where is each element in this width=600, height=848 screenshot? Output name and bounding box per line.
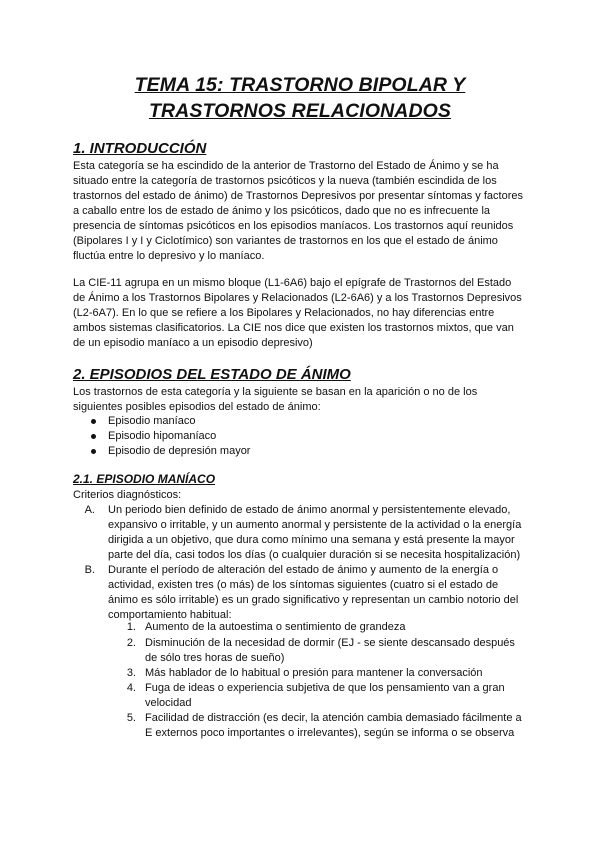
subitem-5-marker: 5.: [126, 712, 136, 724]
symptom-5-text: [145, 711, 522, 741]
paragraph-line: de sólo tres horas de sueño): [145, 652, 285, 664]
list-item: [73, 414, 528, 429]
subitem-2-marker: 2.: [126, 637, 136, 649]
section-2-heading: 2. EPISODIOS DEL ESTADO DE ÁNIMO: [73, 366, 351, 383]
section-1-heading: 1. INTRODUCCIÓN: [73, 140, 207, 157]
section-2-1-heading: 2.1. EPISODIO MANÍACO: [73, 472, 216, 486]
paragraph-line: de Ánimo a los Trastornos Bipolares y Relacionados (L2-6A6) y a los Trastornos Depresivos: [73, 292, 522, 304]
criteria-label: [73, 488, 528, 503]
title-line-1: TEMA 15: TRASTORNO BIPOLAR Y: [134, 74, 466, 96]
item-a-marker: A.: [84, 504, 95, 516]
paragraph-line: Disminución de la necesidad de dormir (EJ - se siente descansado después: [145, 637, 515, 649]
symptom-1-text: [145, 620, 406, 635]
paragraph-line: Durante el período de alteración del estado de ánimo y aumento de la energía o: [108, 564, 499, 576]
bullet-icon: [91, 449, 96, 454]
paragraph-line: Los trastornos de esta categoría y la siguiente se basan en la aparición o no de los: [73, 386, 478, 398]
section-2-intro: [73, 385, 528, 415]
paragraph-line: Esta categoría se ha escindido de la anterior de Trastorno del Estado de Ánimo y se ha: [73, 160, 499, 172]
title-line-2: TRASTORNOS RELACIONADOS: [148, 100, 452, 122]
symptom-3-text: [145, 666, 483, 681]
subitem-1-marker: 1.: [126, 621, 136, 633]
list-item-label: Episodio de depresión mayor: [108, 445, 251, 457]
bullet-icon: [91, 419, 96, 424]
paragraph-line: Facilidad de distracción (es decir, la atención cambia demasiado fácilmente a: [145, 712, 522, 724]
paragraph-line: a caballo entre los de estado de ánimo y los psicóticos, dado que no es infrecuente la: [73, 205, 491, 217]
paragraph-line: La CIE-11 agrupa en un mismo bloque (L1-6A6) bajo el epígrafe de Trastornos del Estado: [73, 277, 512, 289]
paragraph-line: comportamiento habitual:: [108, 609, 232, 621]
paragraph-line: de un episodio maníaco a un episodio depresivo): [73, 337, 313, 349]
section-1-paragraph-2: [73, 276, 528, 351]
subitem-3-marker: 3.: [126, 667, 136, 679]
criterion-b-text: [108, 563, 518, 623]
paragraph-line: trastornos del estado de ánimo) de Trastornos Depresivos por presentar síntomas y factores: [73, 190, 523, 202]
symptom-2-text: [145, 636, 515, 666]
document-title: [0, 72, 600, 124]
paragraph-line: parte del día, casi todos los días (o cualquier duración si se necesita hospitalización): [108, 549, 521, 561]
item-b-marker: B.: [84, 564, 95, 576]
section-1-paragraph-1: [73, 159, 528, 264]
paragraph-line: ánimo es sólo irritable) es un grado significativo y representan un cambio notorio del: [108, 594, 519, 606]
paragraph-line: Criterios diagnósticos:: [73, 489, 182, 501]
paragraph-line: presencia de síntomas psicóticos en los episodios maníacos. Los trastornos aquí reunidos: [73, 220, 514, 232]
paragraph-line: situado entre la categoría de trastornos psicóticos y la nueva (también escindida de los: [73, 175, 497, 187]
episode-bullet-list: [73, 414, 528, 459]
paragraph-line: (Bipolares I y I y Ciclotímico) son variantes de trastornos en los que el estado de ánimo: [73, 235, 498, 247]
paragraph-line: actividad, existen tres (o más) de los síntomas siguientes (cuatro si el estado de: [108, 579, 499, 591]
paragraph-line: Fuga de ideas o experiencia subjetiva de que los pensamiento van a gran: [145, 682, 505, 694]
paragraph-line: (L2-6A7). En lo que se refiere a los Bipolares y Relacionados, no hay diferencias entre: [73, 307, 495, 319]
paragraph-line: expansivo o irritable, y un aumento anormal y persistente de la actividad o la energía: [108, 519, 522, 531]
paragraph-line: Aumento de la autoestima o sentimiento de grandeza: [145, 621, 406, 633]
subitem-4-marker: 4.: [126, 682, 136, 694]
paragraph-line: fluctúa entre lo depresivo y lo maníaco.: [73, 250, 265, 262]
bullet-icon: [91, 434, 96, 439]
paragraph-line: siguientes posibles episodios del estado de ánimo:: [73, 401, 321, 413]
paragraph-line: Un periodo bien definido de estado de ánimo anormal y persistentemente elevado,: [108, 504, 511, 516]
list-item: [73, 444, 528, 459]
paragraph-line: E externos poco importantes o irrelevantes), según se informa o se observa: [145, 727, 515, 739]
paragraph-line: velocidad: [145, 697, 192, 709]
list-item-label: Episodio maníaco: [108, 415, 196, 427]
list-item-label: Episodio hipomaníaco: [108, 430, 217, 442]
paragraph-line: Más hablador de lo habitual o presión para mantener la conversación: [145, 667, 483, 679]
paragraph-line: ambos sistemas clasificatorios. La CIE nos dice que existen los trastornos mixtos, que van: [73, 322, 514, 334]
paragraph-line: dirigida a un objetivo, que dura como mínimo una semana y está presente la mayor: [108, 534, 515, 546]
symptom-4-text: [145, 681, 505, 711]
list-item: [73, 429, 528, 444]
criterion-a-text: [108, 503, 521, 563]
